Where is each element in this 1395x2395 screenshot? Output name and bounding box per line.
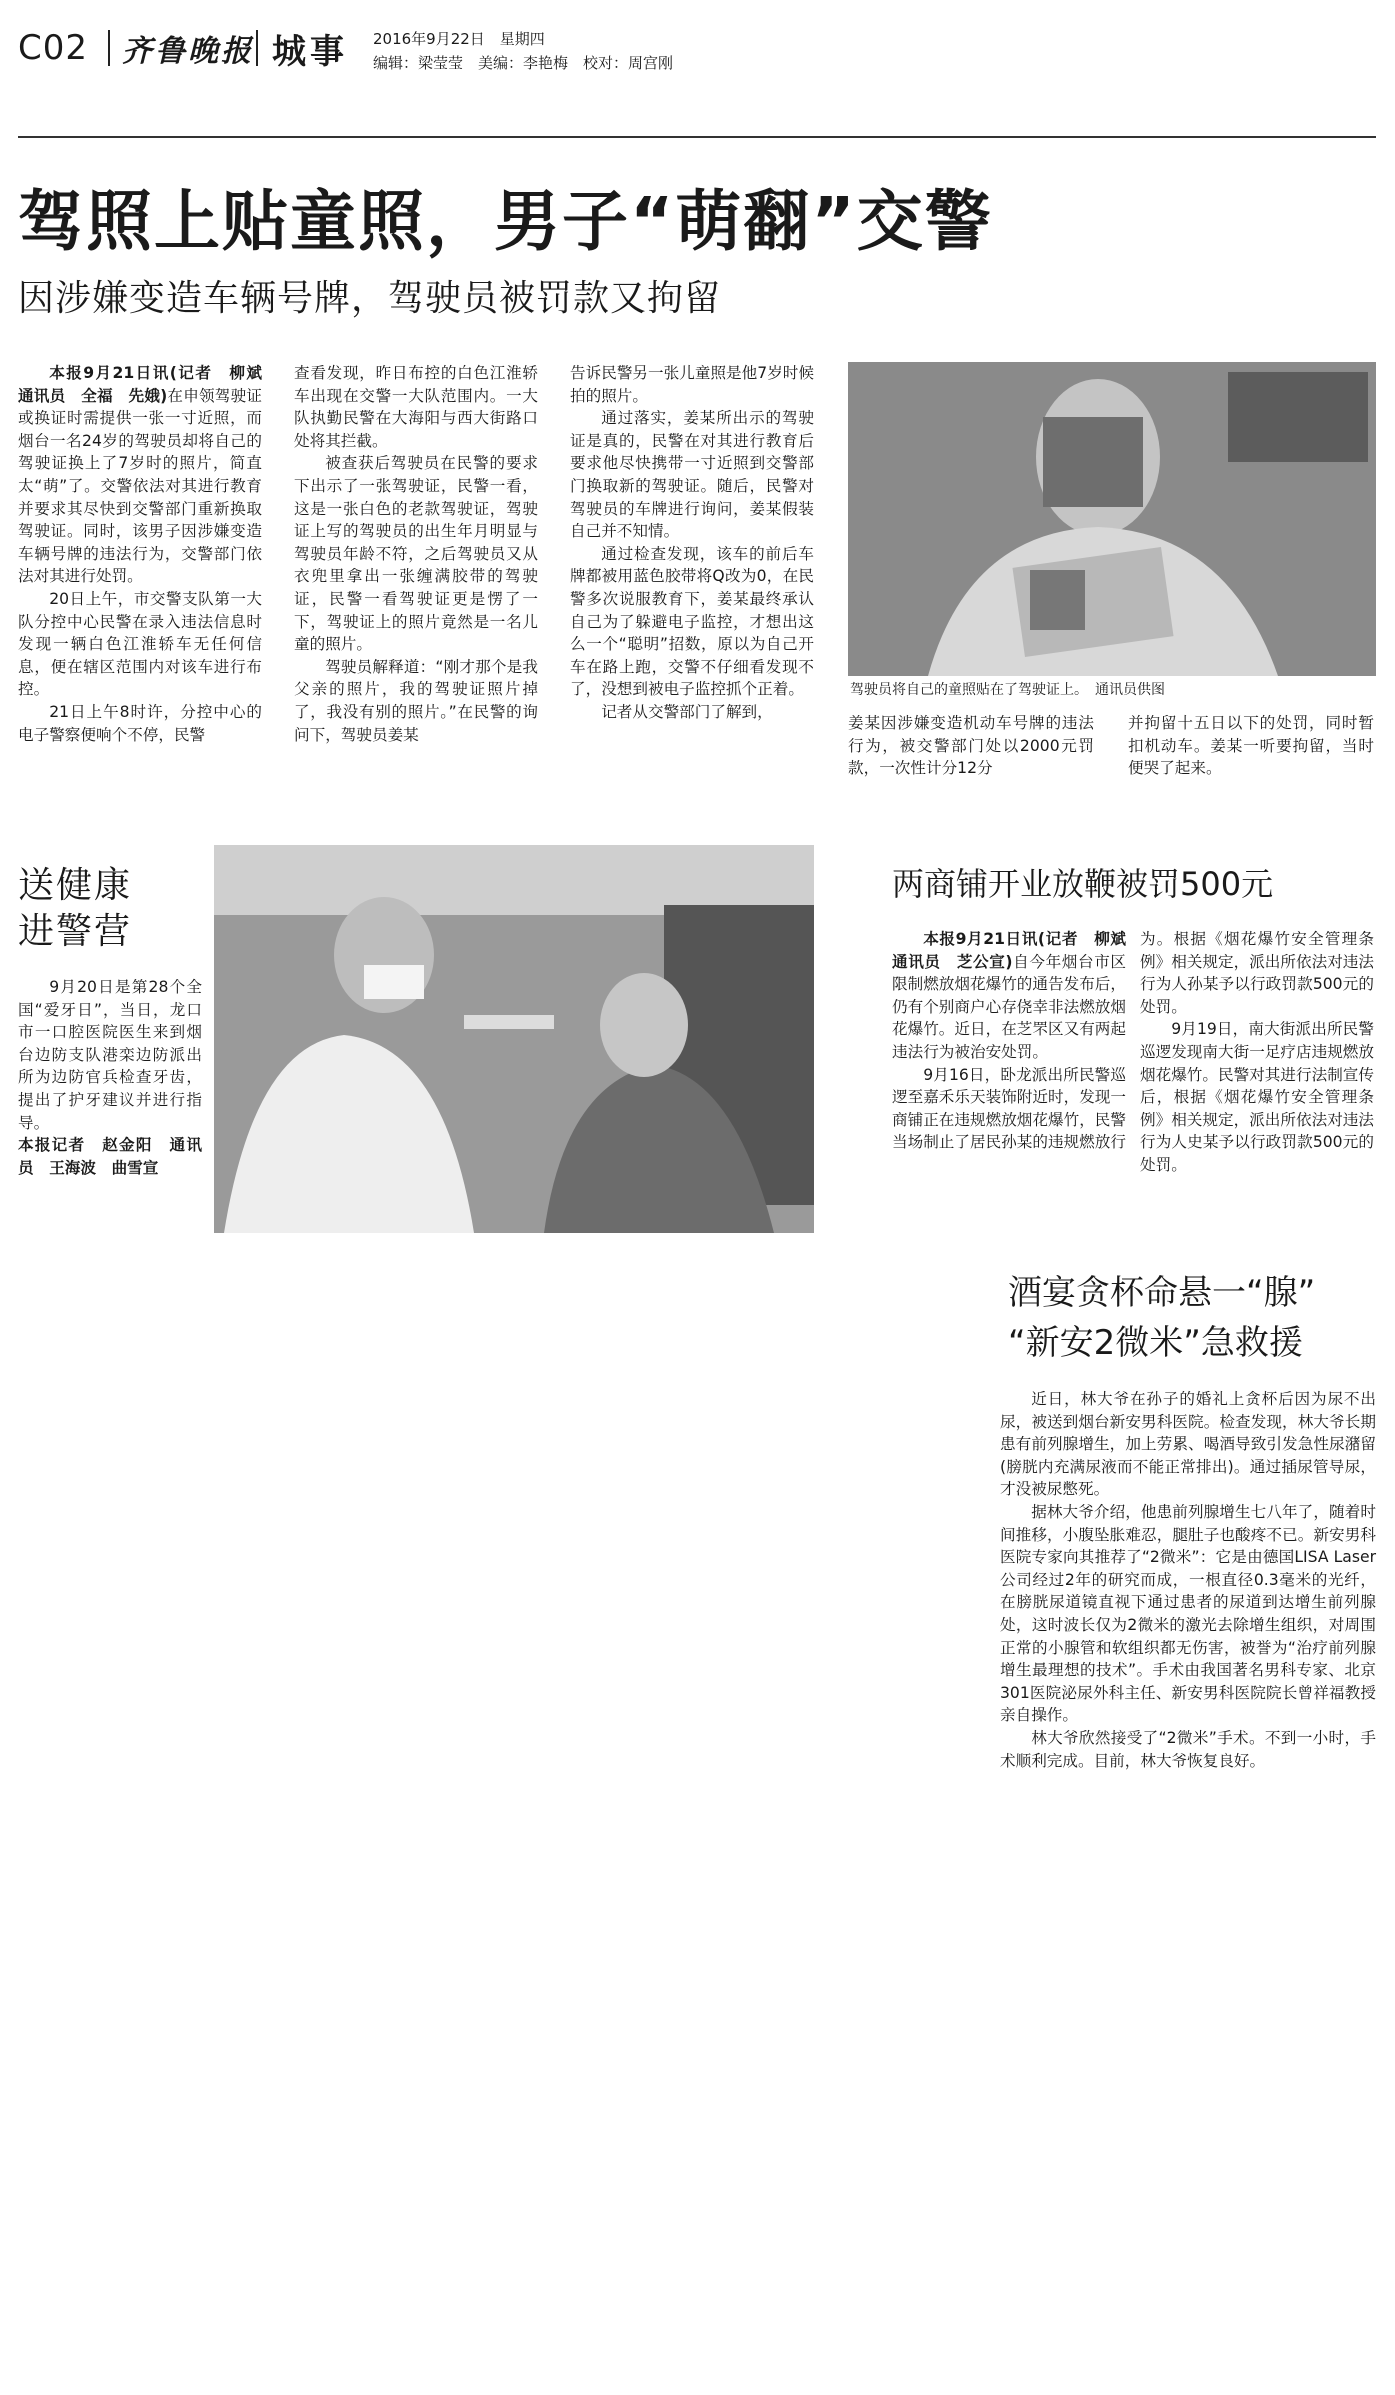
story1-column-5 xyxy=(1128,712,1374,780)
photo-illustration xyxy=(848,362,1376,676)
story2-headline-line1: 送健康 xyxy=(18,865,133,906)
story4-paragraph: 据林大爷介绍，他患前列腺增生七八年了，随着时间推移，小腹坠胀难忍，腿肚子也酸疼不已。新安男科医院专家向其推荐了“2微米”：它是由德国LISA Laser公司经过2年的研究而成，一根直径0.3毫米的光纤，在膀胱尿道镜直视下通过患者的尿道到达增生前列腺处，这时波长仅为2微米的激光去除增生组织，对周围正常的小腺管和软组织都无伤害，被誉为“治疗前列腺增生最理想的技术”。手术由我国著名男科专家、北京301医院泌尿外科主任、新安男科医院院长曾祥福教授亲自操作。 xyxy=(1000,1502,1376,1725)
newspaper-logo: 齐鲁晚报 xyxy=(122,34,254,69)
story1-column-1 xyxy=(18,362,278,746)
story1-paragraph: 查看发现，昨日布控的白色江淮轿车出现在交警一大队范围内。一大队执勤民警在大海阳与西大街路口处将其拦截。 xyxy=(294,364,538,450)
story4-headline-line2: “新安2微米”急救援 xyxy=(1008,1323,1303,1363)
masthead-rule xyxy=(18,136,1376,138)
story3-paragraph: 为。根据《烟花爆竹安全管理条例》相关规定，派出所依法对违法行为人孙某予以行政罚款500元的处罚。 xyxy=(1140,930,1374,1016)
story3-paragraph: 9月16日，卧龙派出所民警巡逻至嘉禾乐天装饰附近时，发现一商铺正在违规燃放烟花爆竹，民警当场制止了居民孙某的违规燃放行 xyxy=(892,1065,1126,1152)
story1-byline: 本报9月21日讯(记者 柳斌 通讯员 全福 先娥) xyxy=(18,364,278,405)
story1-subhead: 因涉嫌变造车辆号牌，驾驶员被罚款又拘留 xyxy=(18,278,722,319)
story3-paragraph: 9月19日，南大街派出所民警巡逻发现南大街一足疗店违规燃放烟花爆竹。民警对其进行法制宣传后，根据《烟花爆竹安全管理条例》相关规定，派出所依法对违法行为人史某予以行政罚款500元的处罚。 xyxy=(1140,1020,1374,1174)
photo-illustration xyxy=(214,845,814,1233)
story1-column-2 xyxy=(294,362,538,746)
story1-paragraph: 通过检查发现，该车的前后车牌都被用蓝色胶带将Q改为0，在民警多次说服教育下，姜某最终承认自己为了躲避电子监控，才想出这么一个“聪明”招数，原以为自己开车在路上跑，交警不仔细看发现不了，没想到被电子监控抓个正着。 xyxy=(570,544,814,699)
masthead-divider xyxy=(108,30,110,66)
story1-paragraph: 通过落实，姜某所出示的驾驶证是真的，民警在对其进行教育后要求他尽快携带一寸近照到交警部门换取新的驾驶证。随后，民警对驾驶员的车牌进行询问，姜某假装自己并不知情。 xyxy=(570,409,814,541)
story1-paragraph: 被查获后驾驶员在民警的要求下出示了一张驾驶证，民警一看，这是一张白色的老款驾驶证，驾驶证上写的驾驶员的出生年月明显与驾驶员年龄不符，之后驾驶员又从衣兜里拿出一张缠满胶带的驾驶证，民警一看驾驶证更是愣了一下，驾驶证上的照片竟然是一名儿童的照片。 xyxy=(294,454,538,654)
editor-credits: 编辑：梁莹莹 美编：李艳梅 校对：周宫刚 xyxy=(373,54,674,72)
story3-paragraph: 自今年烟台市区限制燃放烟花爆竹的通告发布后，仍有个别商户心存侥幸非法燃放烟花爆竹。近日，在芝罘区又有两起违法行为被治安处罚。 xyxy=(892,952,1126,1061)
story2-column xyxy=(18,976,202,1179)
masthead-divider xyxy=(256,30,258,66)
story1-column-4 xyxy=(848,712,1094,780)
story1-paragraph: 姜某因涉嫌变造机动车号牌的违法行为，被交警部门处以2000元罚款，一次性计分12分 xyxy=(848,714,1094,778)
story2-paragraph: 9月20日是第28个全国“爱牙日”，当日，龙口市一口腔医院医生来到烟台边防支队港栾边防派出所为边防官兵检查牙齿，提出了护牙建议并进行指导。 xyxy=(18,978,202,1132)
story4-paragraph: 近日，林大爷在孙子的婚礼上贪杯后因为尿不出尿，被送到烟台新安男科医院。检查发现，林大爷长期患有前列腺增生，加上劳累、喝酒导致引发急性尿潴留(膀胱内充满尿液而不能正常排出)。通过插尿管导尿，才没被尿憋死。 xyxy=(1000,1390,1376,1499)
story4-column xyxy=(1000,1388,1376,1772)
story2-byline: 本报记者 赵金阳 通讯员 王海波 曲雪宣 xyxy=(18,1136,202,1177)
story3-headline: 两商铺开业放鞭被罚500元 xyxy=(892,865,1274,903)
story4-paragraph: 林大爷欣然接受了“2微米”手术。不到一小时，手术顺利完成。目前，林大爷恢复良好。 xyxy=(1000,1728,1376,1770)
story1-paragraph: 告诉民警另一张儿童照是他7岁时候拍的照片。 xyxy=(570,364,814,405)
issue-date: 2016年9月22日 星期四 xyxy=(373,30,545,48)
story1-column-3 xyxy=(570,362,814,724)
story2-headline-line2: 进警营 xyxy=(18,911,133,952)
story1-paragraph: 并拘留十五日以下的处罚，同时暂扣机动车。姜某一听要拘留，当时便哭了起来。 xyxy=(1128,714,1374,778)
dental-checkup-photo xyxy=(214,845,814,1233)
story3-column-2 xyxy=(1140,928,1374,1177)
story1-paragraph: 在申领驾驶证或换证时需提供一张一寸近照，而烟台一名24岁的驾驶员却将自己的驾驶证换上了7岁时的照片，简直太“萌”了。交警依法对其进行教育并要求其尽快到交警部门重新换取驾驶证。同时，该男子因涉嫌变造车辆号牌的违法行为，交警部门依法对其进行处罚。 xyxy=(18,386,262,586)
story1-paragraph: 记者从交警部门了解到， xyxy=(601,702,773,721)
driver-license-photo xyxy=(848,362,1376,676)
story1-headline: 驾照上贴童照，男子“萌翻”交警 xyxy=(18,183,993,260)
story1-paragraph: 驾驶员解释道：“刚才那个是我父亲的照片，我的驾驶证照片掉了，我没有别的照片。”在民警的询问下，驾驶员姜某 xyxy=(294,657,538,744)
story1-paragraph: 21日上午8时许，分控中心的电子警察便响个不停，民警 xyxy=(18,702,262,744)
story3-byline: 本报9月21日讯(记者 柳斌 通讯员 芝公宣) xyxy=(892,930,1142,971)
story3-column-1 xyxy=(892,928,1142,1154)
section-title: 城事 xyxy=(272,32,348,72)
page-number: C02 xyxy=(18,28,89,68)
photo-caption: 驾驶员将自己的童照贴在了驾驶证上。 通讯员供图 xyxy=(850,682,1165,698)
story1-paragraph: 20日上午，市交警支队第一大队分控中心民警在录入违法信息时发现一辆白色江淮轿车无任何信息，便在辖区范围内对该车进行布控。 xyxy=(18,589,262,699)
story4-headline-line1: 酒宴贪杯命悬一“腺” xyxy=(1008,1273,1316,1313)
